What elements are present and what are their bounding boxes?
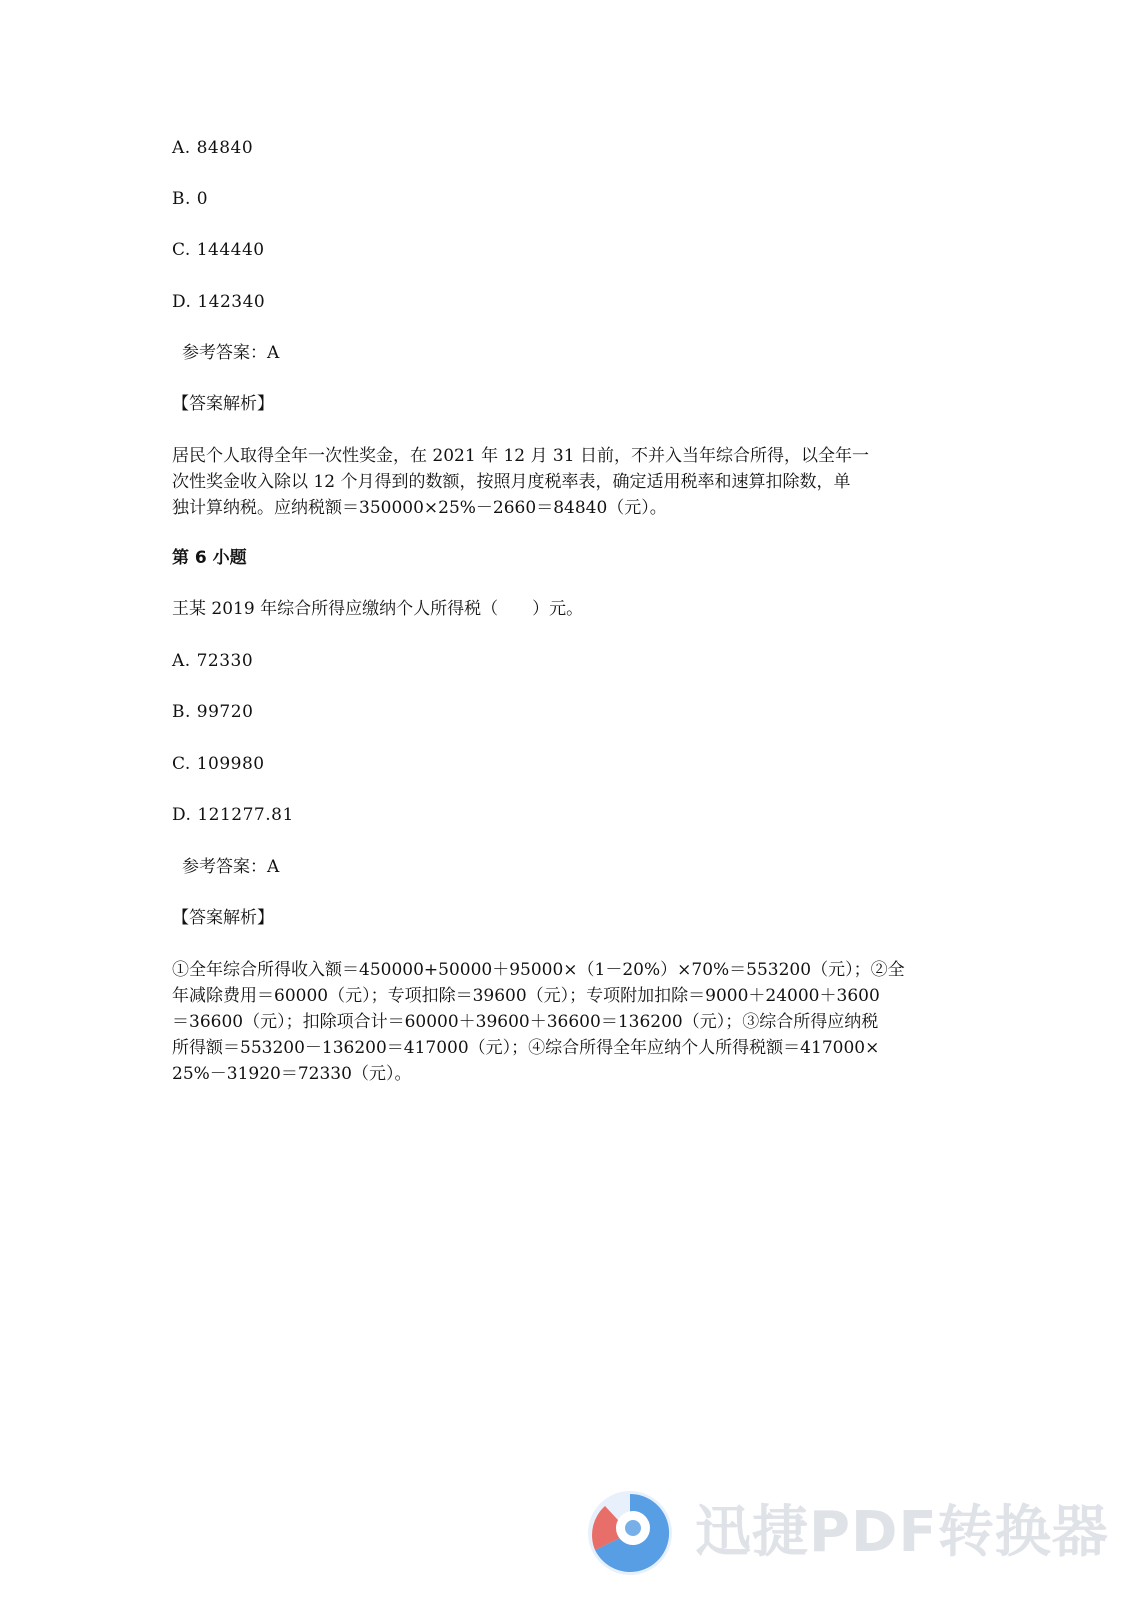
q6-title: 第 6 小题 <box>172 548 247 568</box>
xunjie-logo-icon <box>585 1488 675 1578</box>
q5-analysis-line: 居民个人取得全年一次性奖金，在 2021 年 12 月 31 日前，不并入当年综合所得，以全年一 <box>172 446 869 466</box>
q6-analysis-line: 所得额＝553200－136200＝417000（元）；④综合所得全年应纳个人所得税额＝417000× <box>172 1038 880 1058</box>
q5-analysis-line: 次性奖金收入除以 12 个月得到的数额，按照月度税率表，确定适用税率和速算扣除数，单 <box>172 472 851 492</box>
q5-analysis-heading: 【答案解析】 <box>172 394 274 414</box>
q6-option-b: B. 99720 <box>172 702 254 722</box>
q6-question: 王某 2019 年综合所得应缴纳个人所得税（ ）元。 <box>172 599 584 619</box>
q6-analysis-line: ①全年综合所得收入额＝450000+50000＋95000×（1－20%）×70%＝553200（元）；②全 <box>172 960 905 980</box>
q6-option-d: D. 121277.81 <box>172 805 294 825</box>
q6-analysis-line: ＝36600（元）；扣除项合计＝60000＋39600＋36600＝136200（元）；③综合所得应纳税 <box>172 1012 879 1032</box>
q6-analysis-line: 年减除费用＝60000（元）；专项扣除＝39600（元）；专项附加扣除＝9000＋24000＋3600 <box>172 986 880 1006</box>
q5-analysis <box>172 443 962 521</box>
q5-answer: 参考答案：A <box>182 343 280 363</box>
q6-analysis-line: 25%－31920＝72330（元）。 <box>172 1064 412 1084</box>
q6-answer: 参考答案：A <box>182 857 280 877</box>
q5-analysis-line: 独计算纳税。应纳税额＝350000×25%－2660＝84840（元）。 <box>172 498 667 518</box>
q6-option-c: C. 109980 <box>172 754 265 774</box>
q6-analysis-heading: 【答案解析】 <box>172 908 274 928</box>
watermark <box>585 1488 1109 1578</box>
q5-option-b: B. 0 <box>172 189 209 209</box>
q5-option-d: D. 142340 <box>172 292 266 312</box>
q5-option-c: C. 144440 <box>172 240 265 260</box>
q6-option-a: A. 72330 <box>172 651 254 671</box>
watermark-text: 迅捷PDF转换器 <box>695 1500 1109 1565</box>
q5-option-a: A. 84840 <box>172 138 254 158</box>
q6-analysis <box>172 957 962 1087</box>
